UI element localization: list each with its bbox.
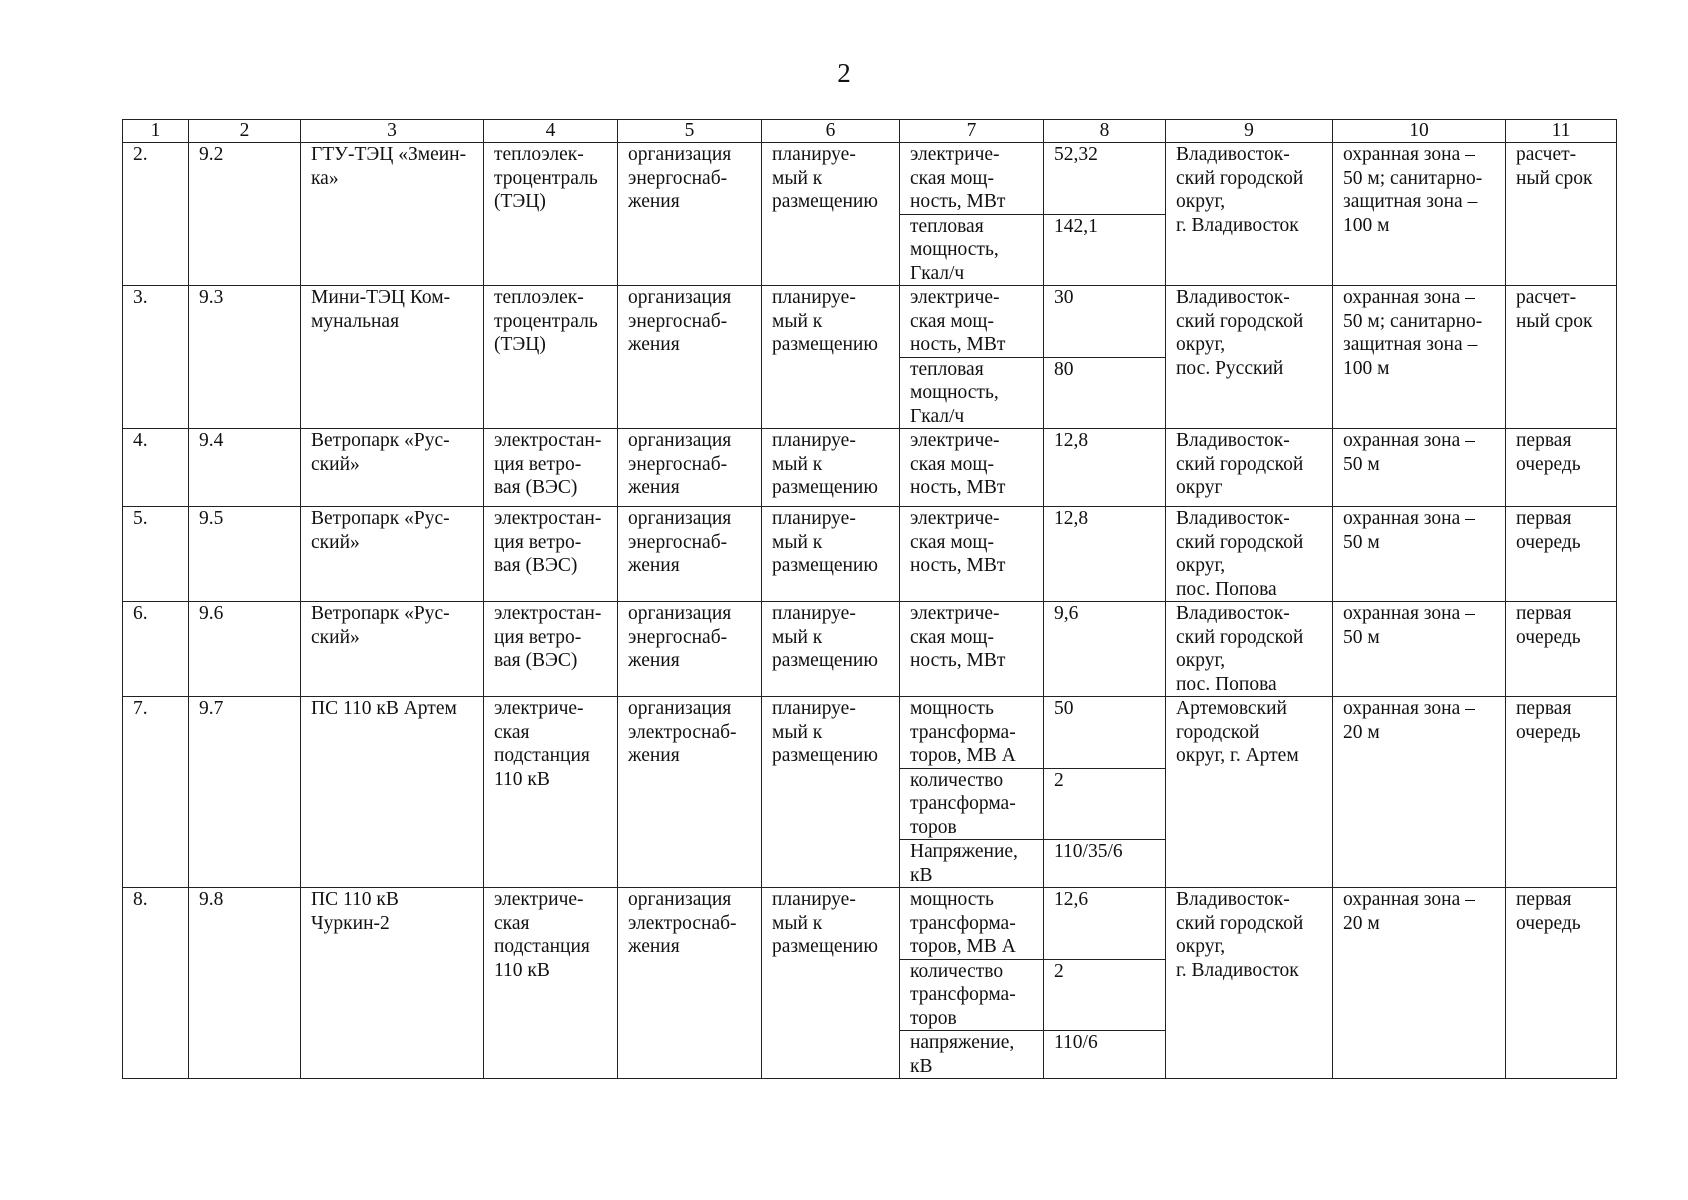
row-code: 9.7 bbox=[189, 697, 301, 888]
object-name: Ветропарк «Рус- ский» bbox=[301, 602, 484, 697]
object-status: планируе- мый к размещению bbox=[762, 429, 900, 507]
object-location: Владивосток- ский городской округ, пос. Попова bbox=[1166, 507, 1333, 602]
table-row bbox=[123, 143, 1617, 215]
object-type: теплоэлек- троцентраль (ТЭЦ) bbox=[484, 286, 618, 429]
object-location: Владивосток- ский городской округ, пос. Попова bbox=[1166, 602, 1333, 697]
parameter-label: электриче- ская мощ- ность, МВт bbox=[900, 429, 1044, 507]
parameter-label: электриче- ская мощ- ность, МВт bbox=[900, 507, 1044, 602]
object-term: первая очередь bbox=[1506, 888, 1617, 1079]
table-row bbox=[123, 429, 1617, 507]
object-name: ПС 110 кВ Чуркин-2 bbox=[301, 888, 484, 1079]
parameter-label: тепловая мощность, Гкал/ч bbox=[900, 357, 1044, 429]
column-number: 3 bbox=[301, 120, 484, 143]
column-number: 8 bbox=[1044, 120, 1166, 143]
object-status: планируе- мый к размещению bbox=[762, 602, 900, 697]
table-row bbox=[123, 697, 1617, 769]
parameter-label: электриче- ская мощ- ность, МВт bbox=[900, 143, 1044, 215]
object-location: Владивосток- ский городской округ, г. Владивосток bbox=[1166, 143, 1333, 286]
column-number: 2 bbox=[189, 120, 301, 143]
object-type: электростан- ция ветро- вая (ВЭС) bbox=[484, 429, 618, 507]
object-zone: охранная зона – 20 м bbox=[1333, 697, 1506, 888]
object-zone: охранная зона – 50 м bbox=[1333, 429, 1506, 507]
row-code: 9.3 bbox=[189, 286, 301, 429]
object-term: расчет- ный срок bbox=[1506, 286, 1617, 429]
column-number: 9 bbox=[1166, 120, 1333, 143]
row-number: 6. bbox=[123, 602, 189, 697]
object-term: первая очередь bbox=[1506, 507, 1617, 602]
row-number: 8. bbox=[123, 888, 189, 1079]
object-term: расчет- ный срок bbox=[1506, 143, 1617, 286]
object-location: Владивосток- ский городской округ, пос. Русский bbox=[1166, 286, 1333, 429]
object-name: ГТУ-ТЭЦ «Змеин- ка» bbox=[301, 143, 484, 286]
column-number: 11 bbox=[1506, 120, 1617, 143]
object-zone: охранная зона – 50 м bbox=[1333, 602, 1506, 697]
object-purpose: организация энергоснаб- жения bbox=[618, 143, 762, 286]
object-type: электростан- ция ветро- вая (ВЭС) bbox=[484, 602, 618, 697]
parameter-value: 110/6 bbox=[1044, 1031, 1166, 1079]
parameter-value: 2 bbox=[1044, 959, 1166, 1031]
object-term: первая очередь bbox=[1506, 697, 1617, 888]
parameter-label: электриче- ская мощ- ность, МВт bbox=[900, 602, 1044, 697]
object-purpose: организация энергоснаб- жения bbox=[618, 507, 762, 602]
object-name: Ветропарк «Рус- ский» bbox=[301, 429, 484, 507]
object-purpose: организация энергоснаб- жения bbox=[618, 429, 762, 507]
object-type: электриче- ская подстанция 110 кВ bbox=[484, 697, 618, 888]
table-row bbox=[123, 507, 1617, 602]
parameter-label: мощность трансформа- торов, МВ А bbox=[900, 697, 1044, 769]
parameter-value: 12,8 bbox=[1044, 429, 1166, 507]
object-status: планируе- мый к размещению bbox=[762, 286, 900, 429]
parameter-value: 12,6 bbox=[1044, 888, 1166, 960]
row-number: 4. bbox=[123, 429, 189, 507]
parameter-value: 2 bbox=[1044, 768, 1166, 840]
object-zone: охранная зона – 50 м bbox=[1333, 507, 1506, 602]
object-status: планируе- мый к размещению bbox=[762, 507, 900, 602]
column-number: 4 bbox=[484, 120, 618, 143]
parameter-label: Напряжение, кВ bbox=[900, 840, 1044, 888]
object-status: планируе- мый к размещению bbox=[762, 697, 900, 888]
parameter-label: тепловая мощность, Гкал/ч bbox=[900, 214, 1044, 286]
parameter-label: напряжение, кВ bbox=[900, 1031, 1044, 1079]
parameter-label: количество трансформа- торов bbox=[900, 959, 1044, 1031]
row-code: 9.6 bbox=[189, 602, 301, 697]
row-code: 9.4 bbox=[189, 429, 301, 507]
table-row bbox=[123, 602, 1617, 697]
row-number: 2. bbox=[123, 143, 189, 286]
column-number-row bbox=[123, 120, 1617, 143]
object-zone: охранная зона – 20 м bbox=[1333, 888, 1506, 1079]
parameter-value: 50 bbox=[1044, 697, 1166, 769]
row-number: 5. bbox=[123, 507, 189, 602]
object-zone: охранная зона – 50 м; санитарно- защитная зона – 100 м bbox=[1333, 286, 1506, 429]
object-location: Артемовский городской округ, г. Артем bbox=[1166, 697, 1333, 888]
object-name: Ветропарк «Рус- ский» bbox=[301, 507, 484, 602]
parameter-label: мощность трансформа- торов, МВ А bbox=[900, 888, 1044, 960]
parameter-value: 52,32 bbox=[1044, 143, 1166, 215]
object-status: планируе- мый к размещению bbox=[762, 143, 900, 286]
column-number: 6 bbox=[762, 120, 900, 143]
parameter-value: 80 bbox=[1044, 357, 1166, 429]
facilities-table bbox=[122, 119, 1617, 1079]
table-row bbox=[123, 888, 1617, 960]
row-code: 9.2 bbox=[189, 143, 301, 286]
object-purpose: организация электроснаб- жения bbox=[618, 697, 762, 888]
parameter-value: 110/35/6 bbox=[1044, 840, 1166, 888]
object-type: электростан- ция ветро- вая (ВЭС) bbox=[484, 507, 618, 602]
row-number: 3. bbox=[123, 286, 189, 429]
row-code: 9.8 bbox=[189, 888, 301, 1079]
object-status: планируе- мый к размещению bbox=[762, 888, 900, 1079]
object-location: Владивосток- ский городской округ bbox=[1166, 429, 1333, 507]
parameter-value: 9,6 bbox=[1044, 602, 1166, 697]
object-type: теплоэлек- троцентраль (ТЭЦ) bbox=[484, 143, 618, 286]
column-number: 1 bbox=[123, 120, 189, 143]
parameter-value: 12,8 bbox=[1044, 507, 1166, 602]
object-term: первая очередь bbox=[1506, 602, 1617, 697]
column-number: 10 bbox=[1333, 120, 1506, 143]
parameter-label: электриче- ская мощ- ность, МВт bbox=[900, 286, 1044, 358]
object-purpose: организация энергоснаб- жения bbox=[618, 286, 762, 429]
column-number: 5 bbox=[618, 120, 762, 143]
row-number: 7. bbox=[123, 697, 189, 888]
parameter-label: количество трансформа- торов bbox=[900, 768, 1044, 840]
object-purpose: организация электроснаб- жения bbox=[618, 888, 762, 1079]
table-row bbox=[123, 286, 1617, 358]
column-number: 7 bbox=[900, 120, 1044, 143]
object-purpose: организация энергоснаб- жения bbox=[618, 602, 762, 697]
object-type: электриче- ская подстанция 110 кВ bbox=[484, 888, 618, 1079]
object-term: первая очередь bbox=[1506, 429, 1617, 507]
parameter-value: 30 bbox=[1044, 286, 1166, 358]
row-code: 9.5 bbox=[189, 507, 301, 602]
object-name: ПС 110 кВ Артем bbox=[301, 697, 484, 888]
object-zone: охранная зона – 50 м; санитарно- защитная зона – 100 м bbox=[1333, 143, 1506, 286]
object-location: Владивосток- ский городской округ, г. Владивосток bbox=[1166, 888, 1333, 1079]
parameter-value: 142,1 bbox=[1044, 214, 1166, 286]
page-number: 2 bbox=[837, 58, 851, 88]
object-name: Мини-ТЭЦ Ком- мунальная bbox=[301, 286, 484, 429]
